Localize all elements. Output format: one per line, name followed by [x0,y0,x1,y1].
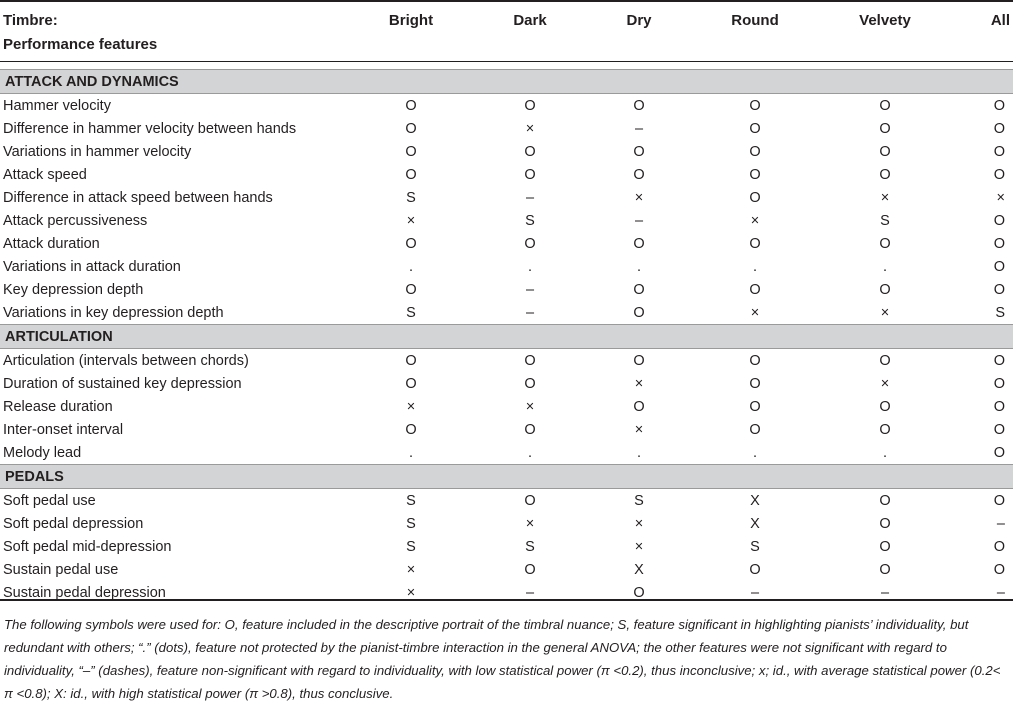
symbol-cell: O [524,492,536,509]
symbol-cell: . [636,444,642,461]
symbol-cell: O [633,352,645,369]
feature-label: Attack speed [3,166,87,183]
feature-label: Variations in attack duration [3,258,181,275]
symbol-cell: . [408,444,414,461]
symbol-cell: – [634,212,644,229]
features-table [0,69,1013,604]
symbol-cell: O [749,235,761,252]
table-row [0,418,1013,441]
symbol-cell: O [879,352,891,369]
symbol-cell: X [750,492,760,509]
symbol-cell: O [993,538,1005,555]
column-header-dry: Dry [626,12,652,29]
feature-label: Sustain pedal depression [3,584,166,601]
symbol-cell: × [525,120,535,137]
symbol-cell: O [879,538,891,555]
symbol-cell: O [993,258,1005,275]
section-header-row [0,325,1013,349]
feature-label: Attack duration [3,235,100,252]
column-header-round: Round [731,12,779,29]
feature-label: Key depression depth [3,281,144,298]
symbol-cell: × [406,584,416,601]
table-row [0,441,1013,465]
symbol-cell: O [524,352,536,369]
symbol-cell: S [995,304,1005,321]
symbol-cell: O [993,398,1005,415]
column-header-dark: Dark [513,12,547,29]
symbol-cell: O [879,421,891,438]
symbol-cell: × [750,304,760,321]
symbol-cell: – [525,584,535,601]
symbol-cell: S [406,515,416,532]
symbol-cell: O [879,166,891,183]
table-row [0,117,1013,140]
table-row [0,278,1013,301]
symbol-cell: × [634,375,644,392]
symbol-cell: – [525,304,535,321]
symbol-cell: S [406,538,416,555]
symbol-cell: O [879,120,891,137]
symbol-cell: O [749,421,761,438]
symbol-cell: O [993,143,1005,160]
symbol-cell: – [634,120,644,137]
symbol-cell: O [633,304,645,321]
symbol-cell: . [752,444,758,461]
symbol-cell: O [879,398,891,415]
symbol-cell: O [633,584,645,601]
feature-label: Difference in hammer velocity between hands [3,120,297,137]
symbol-cell: O [749,97,761,114]
symbol-cell: O [524,97,536,114]
symbol-cell: × [634,189,644,206]
feature-label: Duration of sustained key depression [3,375,242,392]
column-header-all: All [990,12,1010,29]
symbol-cell: × [525,515,535,532]
symbol-cell: . [408,258,414,275]
column-header-bright: Bright [388,12,434,29]
symbol-cell: O [993,120,1005,137]
symbol-cell: . [752,258,758,275]
symbol-cell: O [524,166,536,183]
symbol-cell: O [749,281,761,298]
section-title: ATTACK AND DYNAMICS [0,70,1013,94]
symbol-cell: O [879,515,891,532]
symbol-cell: – [880,584,890,601]
symbol-cell: O [405,375,417,392]
table-row [0,94,1013,118]
symbol-cell: × [750,212,760,229]
symbol-cell: O [879,97,891,114]
feature-label: Soft pedal use [3,492,96,509]
feature-label: Variations in hammer velocity [3,143,192,160]
symbol-cell: O [879,281,891,298]
symbol-cell: × [634,538,644,555]
symbol-cell: × [996,189,1005,206]
table-row [0,372,1013,395]
symbol-cell: – [525,281,535,298]
symbol-cell: O [879,235,891,252]
symbol-cell: O [524,235,536,252]
symbol-cell: – [996,515,1005,532]
symbol-cell: O [749,120,761,137]
feature-label: Melody lead [3,444,82,461]
symbol-cell: – [750,584,760,601]
symbol-cell: . [882,444,888,461]
symbol-cell: × [634,421,644,438]
symbol-cell: O [749,143,761,160]
symbol-cell: O [879,561,891,578]
table-row [0,489,1013,513]
symbol-cell: O [633,235,645,252]
feature-label: Inter-onset interval [3,421,124,438]
table-row [0,140,1013,163]
symbol-cell: O [749,375,761,392]
symbol-cell: O [879,492,891,509]
table-row [0,301,1013,325]
symbol-cell: X [634,561,644,578]
section-title: PEDALS [0,465,1013,489]
symbol-cell: S [525,538,535,555]
symbol-cell: × [880,304,890,321]
symbol-cell: O [633,398,645,415]
symbol-cell: O [993,235,1005,252]
symbol-cell: O [993,444,1005,461]
symbol-cell: O [749,352,761,369]
feature-label: Difference in attack speed between hands [3,189,273,206]
symbol-cell: O [993,212,1005,229]
feature-label: Attack percussiveness [3,212,148,229]
table-row [0,558,1013,581]
column-header-velvety: Velvety [859,12,911,29]
symbol-cell: O [749,398,761,415]
section-header-row [0,465,1013,489]
symbol-cell: O [993,492,1005,509]
symbol-cell: O [405,352,417,369]
symbol-cell: O [524,375,536,392]
symbol-cell: × [525,398,535,415]
table-row [0,535,1013,558]
features-label: Performance features [3,36,158,53]
symbol-cell: . [527,258,533,275]
table-row [0,186,1013,209]
symbol-cell: . [882,258,888,275]
symbol-cell: O [405,281,417,298]
table-row [0,163,1013,186]
symbol-cell: O [993,421,1005,438]
symbol-cell: O [879,143,891,160]
symbol-cell: × [406,398,416,415]
symbol-cell: O [405,421,417,438]
symbol-cell: S [750,538,760,555]
symbol-cell: S [880,212,890,229]
symbol-cell: . [527,444,533,461]
feature-label: Release duration [3,398,113,415]
symbol-cell: . [636,258,642,275]
symbol-cell: O [524,143,536,160]
timbre-label: Timbre: [3,12,58,29]
symbol-cell: O [633,143,645,160]
table-row [0,255,1013,278]
table-row [0,395,1013,418]
symbol-cell: O [749,189,761,206]
symbol-cell: O [524,421,536,438]
symbol-cell: S [634,492,644,509]
symbol-cell: O [405,120,417,137]
symbol-cell: O [749,561,761,578]
table-row [0,209,1013,232]
symbol-cell: O [633,166,645,183]
feature-label: Articulation (intervals between chords) [3,352,249,369]
feature-label: Hammer velocity [3,97,111,114]
symbol-cell: S [406,492,416,509]
symbol-cell: O [405,235,417,252]
symbol-cell: O [749,166,761,183]
symbol-cell: S [525,212,535,229]
symbol-cell: × [406,212,416,229]
symbol-cell: O [993,375,1005,392]
symbol-cell: – [525,189,535,206]
feature-label: Soft pedal mid-depression [3,538,172,555]
symbol-cell: × [880,189,890,206]
table-header [0,0,1013,62]
symbol-cell: O [405,97,417,114]
table-footnote: The following symbols were used for: O, feature included in the descriptive portrait of the timbral nuance; S, feature significant in highlighting pianists’ individuality, but redundant with others; “.” (dots), feature not protected by the pianist-timbre interaction in the general ANOVA; the other features were not significant with regard to individuality, “–” (dashes), feature non-significant with regard to individuality, with low statistical power (π <0.2), thus inconclusive; x; id., with average statistical power (0.2< π <0.8); X: id., with high statistical power (π >0.8), thus conclusive. [0,599,1013,705]
symbol-cell: × [634,515,644,532]
symbol-cell: × [880,375,890,392]
symbol-cell: O [405,143,417,160]
symbol-cell: O [993,97,1005,114]
symbol-cell: O [405,166,417,183]
symbol-cell: O [524,561,536,578]
section-title: ARTICULATION [0,325,1013,349]
section-header-row [0,70,1013,94]
symbol-cell: O [993,166,1005,183]
table-row [0,349,1013,373]
symbol-cell: O [993,281,1005,298]
feature-label: Variations in key depression depth [3,304,224,321]
feature-label: Sustain pedal use [3,561,119,578]
table-row [0,232,1013,255]
symbol-cell: O [633,281,645,298]
symbol-cell: – [996,584,1005,601]
symbol-cell: S [406,304,416,321]
table-row [0,512,1013,535]
symbol-cell: × [406,561,416,578]
feature-label: Soft pedal depression [3,515,144,532]
symbol-cell: O [993,352,1005,369]
symbol-cell: O [633,97,645,114]
symbol-cell: O [993,561,1005,578]
symbol-cell: S [406,189,416,206]
symbol-cell: X [750,515,760,532]
